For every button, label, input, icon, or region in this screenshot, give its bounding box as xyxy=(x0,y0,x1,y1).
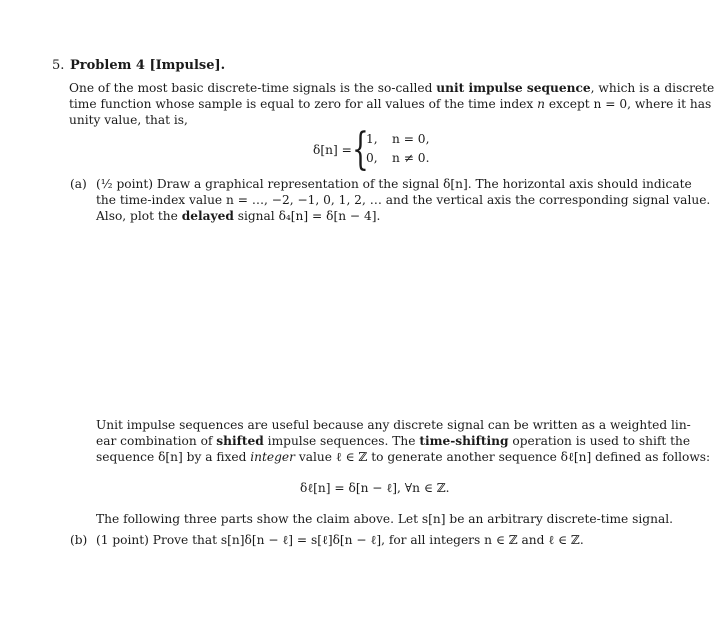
unit-impulse-term: unit impulse sequence xyxy=(436,81,591,95)
intro-text: One of the most basic discrete-time signals is the so-called xyxy=(69,81,437,95)
integer-term: integer xyxy=(250,450,295,464)
case2-value: 0, xyxy=(366,151,378,165)
shift-text: operation is used to shift the xyxy=(508,434,691,448)
time-shifting-term: time-shifting xyxy=(419,434,509,448)
shift-equation: δℓ[n] = δ[n − ℓ], ∀n ∈ ℤ. xyxy=(300,481,450,495)
part-a-text: Also, plot the xyxy=(96,209,182,223)
part-b-label: (b) xyxy=(70,533,88,547)
delayed-term: delayed xyxy=(181,209,234,223)
definition-lhs: δ[n] = xyxy=(313,143,352,157)
shift-text: sequence δ[n] by a fixed xyxy=(96,450,251,464)
intro-text: time function whose sample is equal to zero for all values of the time index xyxy=(69,97,538,111)
problem-title: Problem 4 [Impulse]. xyxy=(70,58,226,73)
case1-value: 1, xyxy=(366,132,378,146)
intro-line-3: unity value, that is, xyxy=(69,113,188,127)
intro-line-2 xyxy=(69,96,711,112)
shift-text: value ℓ ∈ ℤ to generate another sequence δℓ[n] defined as follows: xyxy=(294,450,711,464)
following-text: The following three parts show the claim above. Let s[n] be an arbitrary discrete-time signal. xyxy=(96,512,673,526)
part-a-line-1: (½ point) Draw a graphical representation of the signal δ[n]. The horizontal axis should indicate xyxy=(96,177,692,191)
shift-line-3 xyxy=(96,449,710,465)
problem-number: 5. xyxy=(52,58,65,73)
intro-var: n xyxy=(537,97,545,111)
part-b-text: (1 point) Prove that s[n]δ[n − ℓ] = s[ℓ]δ[n − ℓ], for all integers n ∈ ℤ and ℓ ∈ ℤ. xyxy=(96,533,584,547)
case2-condition: n ≠ 0. xyxy=(392,151,430,165)
part-a-label: (a) xyxy=(70,177,87,191)
part-a-line-3 xyxy=(96,208,380,224)
shift-text: ear combination of xyxy=(96,434,217,448)
intro-line-1 xyxy=(69,80,714,96)
shifted-term: shifted xyxy=(216,434,264,448)
left-brace: { xyxy=(352,124,369,175)
part-a-text: signal δ₄[n] = δ[n − 4]. xyxy=(233,209,381,223)
intro-text: except n = 0, where it has xyxy=(544,97,712,111)
part-a-line-2: the time-index value n = …, −2, −1, 0, 1, 2, … and the vertical axis the corresponding signal value. xyxy=(96,193,711,207)
shift-text: impulse sequences. The xyxy=(263,434,420,448)
intro-text: , which is a discrete xyxy=(590,81,715,95)
shift-line-2 xyxy=(96,433,690,449)
shift-line-1: Unit impulse sequences are useful because any discrete signal can be written as a weighted lin- xyxy=(96,418,691,432)
case1-condition: n = 0, xyxy=(392,132,430,146)
